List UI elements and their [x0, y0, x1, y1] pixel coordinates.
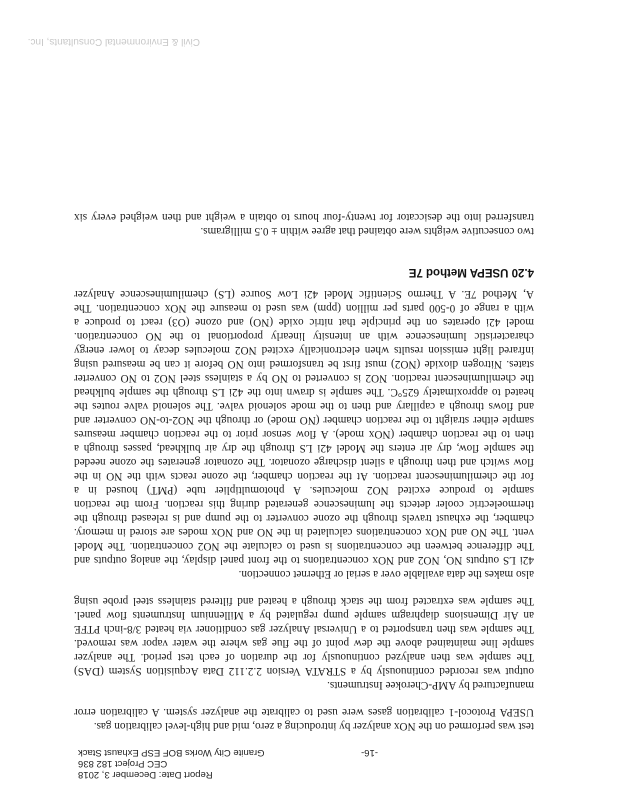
text-line: test was performed on the NOx analyzer by introducing a zero, mid and high-level calibration gas. [93, 720, 534, 732]
text-line: heated to approximately 625°C. The sample is drawn into the 42i LS through the sample bulkhead [74, 386, 534, 398]
report-date: Report Date: December 3, 2018 [78, 769, 213, 780]
site-name: Granite City Works BOF ESP Exhaust Stack [78, 747, 265, 758]
text-line: manufactured by AMP-Cherokee Instruments. [327, 679, 534, 691]
page-number: -16- [361, 747, 378, 758]
text-line: 42i LS outputs NO, NO2 and NOx concentrations to the front panel display, the analog outputs and [74, 554, 534, 566]
text-line: thermoelectric cooler detects the luminescence generated during this reaction. From the reaction [74, 498, 534, 510]
text-line: The sample was extracted from the stack through a heated and filtered stainless steel probe using [74, 595, 534, 607]
text-line: USEPA Protocol-1 calibration gases were used to calibrate the analyzer system. A calibration error [74, 706, 534, 718]
text-line: chamber, the exhaust travels through the ozone converter to the pump and is released through the [74, 512, 534, 524]
page-header [78, 747, 268, 780]
text-line: flow switch and then through a silent discharge ozonator. The ozonator generates the ozone needed [74, 456, 534, 468]
project-number: CEC Project 182 836 [78, 758, 168, 769]
text-line: for the chemiluminescent reaction. At the reaction chamber, the ozone reacts with the NO in the [74, 470, 534, 482]
text-line: then to the reaction chamber (NOx mode). A flow sensor prior to the reaction chamber measures [74, 428, 534, 440]
text-line: infrared light emission results when electronically excited NO2 molecules decay to lower energy [74, 344, 534, 356]
text-line: the sample flow, dry air enters the Model 42i LS through the dry air bulkhead, passes through a [74, 442, 534, 454]
text-line: characteristic luminescence with an intensity linearly proportional to the NO concentration. [74, 330, 534, 342]
text-line: The sample was then analyzed continuously for the duration of each test period. The analyzer [74, 651, 534, 663]
text-line: an Air Dimensions diaphragm sample pump regulated by a Millennium Instruments flow panel. [74, 609, 534, 621]
text-line: states. Nitrogen dioxide (NO2) must first be transformed into NO before it can be measured using [74, 358, 534, 370]
text-line: sample to produce excited NO2 molecules. A photomultiplier tube (PMT) housed in a [74, 484, 534, 496]
text-line: vent. The NO and NOx concentrations calculated in the NO and NOx modes are stored in memory. [74, 526, 534, 538]
text-line: A, Method 7E. A Thermo Scientific Model 42i Low Source (LS) chemiluminescence Analyzer [74, 288, 534, 300]
text-line: model 42i operates on the principle that nitric oxide (NO) and ozone (O3) react to produce a [74, 316, 534, 328]
text-line: also makes the data available over a serial or Ethernet connection. [238, 568, 534, 580]
text-line: output was recorded continuously by a STRATA Version 2.2.112 Data Acquisition System (DAS) [74, 665, 534, 677]
text-line: sample line maintained above the dew point of the flue gas where the water vapor was removed. [74, 637, 534, 649]
text-line: with a range of 0-500 parts per million (ppm) was used to measure the NOx concentration. The [74, 302, 534, 314]
text-line: The sample was then transported to a Universal Analyzer gas conditioner via heated 3/8-inch PTFE [74, 623, 534, 635]
text-line: the chemiluminescent reaction. NO2 is converted to NO by a stainless steel NO2 to NO converter [74, 372, 534, 384]
text-line: transferred into the desiccator for twenty-four hours to obtain a weight and then weighed every six [74, 211, 534, 223]
section-heading: 4.20 USEPA Method 7E [408, 266, 534, 278]
footer-company: Civil & Environmental Consultants, Inc. [27, 36, 200, 47]
text-line: two consecutive weights were obtained that agree within ± 0.5 milligrams. [200, 225, 534, 237]
text-line: and flows through a capillary and then to the mode solenoid valve. The solenoid valve routes the [74, 400, 534, 412]
text-line: sample either straight to the reaction chamber (NO mode) or through the NO2-to-NO converter and [74, 414, 534, 426]
text-line: The difference between the concentrations is used to calculate the NO2 concentration. The Model [74, 540, 534, 552]
